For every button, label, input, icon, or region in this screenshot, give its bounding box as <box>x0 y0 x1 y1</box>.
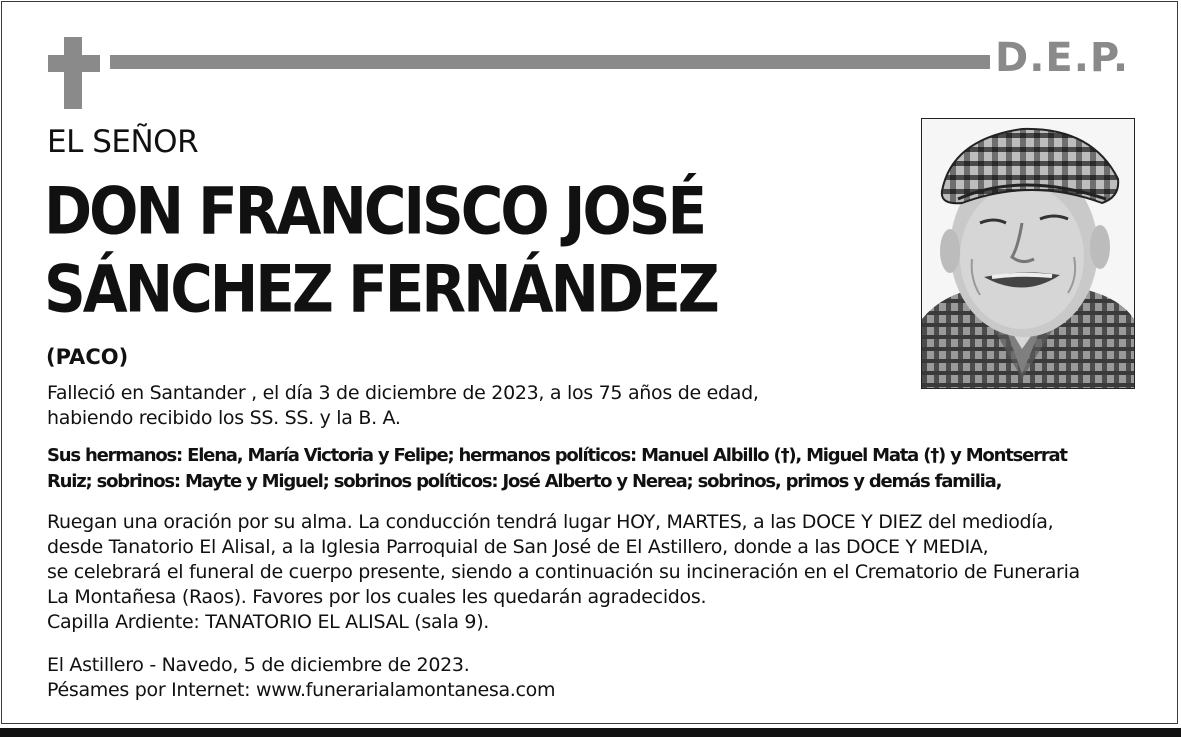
funeral-details-line: Capilla Ardiente: TANATORIO EL ALISAL (sala 9). <box>47 611 490 633</box>
header-rule <box>110 55 990 69</box>
deceased-nickname: (PACO) <box>46 345 129 369</box>
funeral-details-line: La Montañesa (Raos). Favores por los cuales les quedarán agradecidos. <box>47 586 707 608</box>
funeral-details-line: desde Tanatorio El Alisal, a la Iglesia Parroquial de San José de El Astillero, donde a las DOCE Y MEDIA, <box>47 536 989 558</box>
bottom-rule <box>0 728 1181 737</box>
family-list-line: Sus hermanos: Elena, María Victoria y Felipe; hermanos políticos: Manuel Albillo (†), Miguel Mata (†) y Montserrat <box>47 445 1067 466</box>
dep-label: D.E.P. <box>995 35 1130 81</box>
family-list <box>47 443 1067 495</box>
deceased-portrait <box>921 118 1135 389</box>
funeral-details-line: Ruegan una oración por su alma. La conducción tendrá lugar HOY, MARTES, a las DOCE Y DIEZ del mediodía, <box>47 511 1054 533</box>
funeral-details <box>47 510 1080 635</box>
cross-icon <box>48 37 100 109</box>
condolences-website: Pésames por Internet: www.funerarialamontanesa.com <box>47 679 556 701</box>
death-notice-line: habiendo recibido los SS. SS. y la B. A. <box>47 407 401 429</box>
death-notice <box>47 381 759 431</box>
family-list-line: Ruiz; sobrinos: Mayte y Miguel; sobrinos políticos: José Alberto y Nerea; sobrinos, primos y demás familia, <box>47 471 1002 492</box>
place-date: El Astillero - Navedo, 5 de diciembre de 2023. <box>47 654 470 676</box>
deceased-name-line1: DON FRANCISCO JOSÉ <box>44 172 705 250</box>
honorific-title: EL SEÑOR <box>47 124 199 160</box>
death-notice-line: Falleció en Santander , el día 3 de diciembre de 2023, a los 75 años de edad, <box>47 382 759 404</box>
funeral-details-line: se celebrará el funeral de cuerpo presente, siendo a continuación su incineración en el Crematorio de Funeraria <box>47 561 1080 583</box>
deceased-name-line2: SÁNCHEZ FERNÁNDEZ <box>44 250 717 328</box>
notice-footer <box>47 653 555 703</box>
